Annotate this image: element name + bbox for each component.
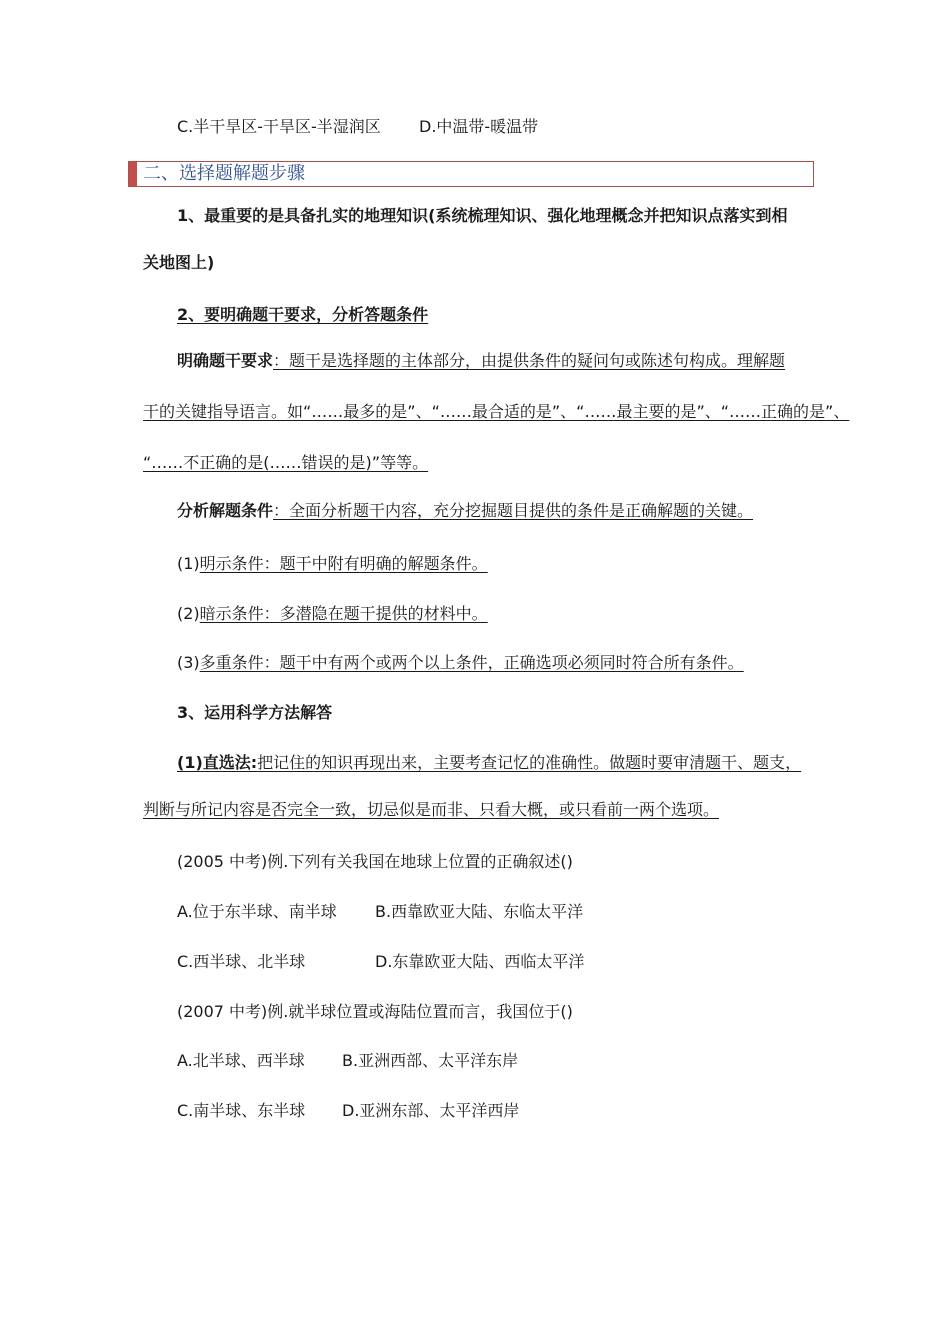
example1-options-cd	[177, 951, 584, 973]
clarify-line1	[177, 350, 785, 372]
direct-line2: 判断与所记内容是否完全一致，切忌似是而非、只看大概，或只看前一两个选项。	[143, 800, 720, 819]
example1-option-d: D.东靠欧亚大陆、西临太平洋	[375, 952, 585, 971]
example2-option-c: C.南半球、东半球	[177, 1101, 306, 1120]
condition-item	[177, 603, 488, 625]
condition-text: 暗示条件：多潜隐在题干提供的材料中。	[199, 604, 488, 623]
example2-options-cd	[177, 1100, 519, 1122]
example2-question: (2007 中考)例.就半球位置或海陆位置而言，我国位于()	[177, 1002, 573, 1021]
example1-option-b: B.西靠欧亚大陆、东临太平洋	[375, 902, 584, 921]
analyze-line	[177, 500, 753, 522]
section-heading-text: 二、选择题解题步骤	[143, 163, 305, 184]
condition-item	[177, 652, 744, 674]
example1-option-a: A.位于东半球、南半球	[177, 902, 337, 921]
example1-options-ab	[177, 901, 583, 923]
clarify-line2: 干的关键指导语言。如“……最多的是”、“……最合适的是”、“……最主要的是”、“……正确的是”、	[143, 402, 850, 421]
direct-line1	[177, 752, 801, 774]
direct-text1: 把记住的知识再现出来，主要考查记忆的准确性。做题时要审清题干、题支，	[257, 753, 802, 772]
prev-option-d: D.中温带-暖温带	[419, 117, 539, 136]
point1-line2: 关地图上)	[143, 253, 215, 272]
section-heading	[128, 161, 814, 187]
analyze-text: ：全面分析题干内容，充分挖掘题目提供的条件是正确解题的关键。	[273, 501, 754, 520]
clarify-label: 明确题干要求	[177, 351, 274, 370]
direct-label: (1)直选法:	[177, 753, 258, 772]
point1-line1: 1、最重要的是具备扎实的地理知识(系统梳理知识、强化地理概念并把知识点落实到相	[177, 206, 788, 225]
condition-num: (1)	[177, 554, 200, 573]
condition-item	[177, 553, 488, 575]
example2-option-a: A.北半球、西半球	[177, 1051, 305, 1070]
condition-text: 多重条件：题干中有两个或两个以上条件，正确选项必须同时符合所有条件。	[199, 653, 744, 672]
example2-option-d: D.亚洲东部、太平洋西岸	[342, 1101, 520, 1120]
condition-num: (3)	[177, 653, 200, 672]
example1-option-c: C.西半球、北半球	[177, 952, 306, 971]
analyze-label: 分析解题条件	[177, 501, 274, 520]
example2-option-b: B.亚洲西部、太平洋东岸	[342, 1051, 519, 1070]
prev-option-c: C.半干旱区-干旱区-半湿润区	[177, 117, 381, 136]
point2-title: 2、要明确题干要求，分析答题条件	[177, 305, 429, 324]
clarify-line3: “……不正确的是(……错误的是)”等等。	[143, 453, 429, 472]
example2-options-ab	[177, 1050, 518, 1072]
clarify-text1: ：题干是选择题的主体部分，由提供条件的疑问句或陈述句构成。理解题	[273, 351, 786, 370]
example1-question: (2005 中考)例.下列有关我国在地球上位置的正确叙述()	[177, 852, 573, 871]
condition-num: (2)	[177, 604, 200, 623]
prev-options-row	[177, 116, 538, 138]
condition-text: 明示条件：题干中附有明确的解题条件。	[199, 554, 488, 573]
heading-accent-bar	[129, 162, 137, 186]
point3-title: 3、运用科学方法解答	[177, 703, 333, 722]
